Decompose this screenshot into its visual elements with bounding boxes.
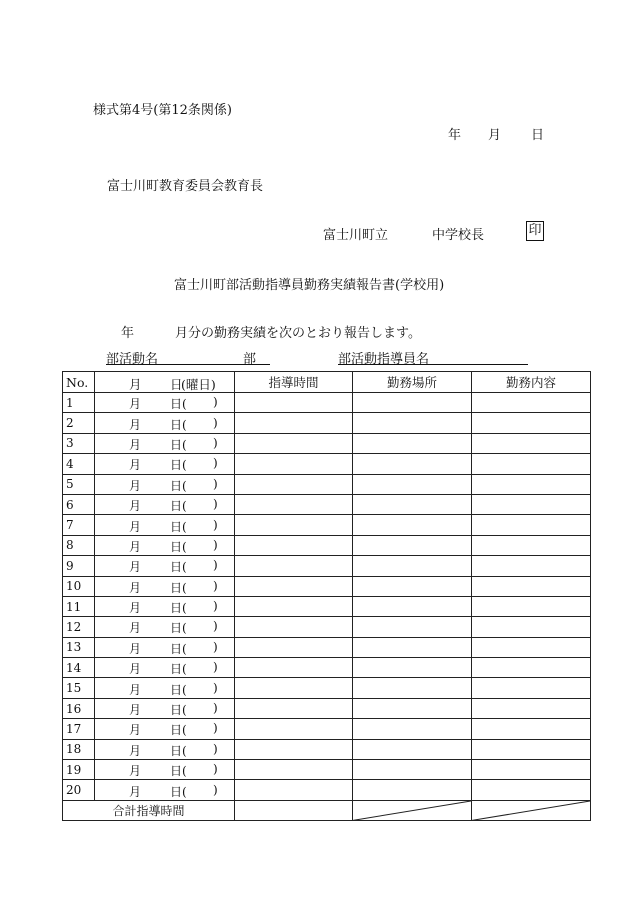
row-content-cell[interactable] bbox=[472, 760, 591, 780]
table-row bbox=[63, 596, 591, 616]
row-date-cell[interactable] bbox=[95, 494, 235, 514]
row-hours-cell[interactable] bbox=[235, 596, 353, 616]
row-number: 13 bbox=[63, 637, 95, 657]
row-place-cell[interactable] bbox=[353, 535, 472, 555]
row-content-cell[interactable] bbox=[472, 617, 591, 637]
row-number: 9 bbox=[63, 556, 95, 576]
row-weekday-close: ) bbox=[213, 701, 218, 716]
row-place-cell[interactable] bbox=[353, 596, 472, 616]
row-content-cell[interactable] bbox=[472, 698, 591, 718]
duty-record-table bbox=[62, 371, 591, 821]
table-row bbox=[63, 474, 591, 494]
table-row bbox=[63, 760, 591, 780]
row-place-cell[interactable] bbox=[353, 617, 472, 637]
table-row bbox=[63, 413, 591, 433]
instructor-name-underline bbox=[338, 364, 528, 365]
row-month-label: 月 bbox=[129, 539, 142, 554]
table-row bbox=[63, 637, 591, 657]
row-day-label: 日( bbox=[170, 743, 187, 758]
total-row bbox=[63, 800, 591, 820]
school-principal: 中学校長 bbox=[432, 228, 485, 243]
table-header-row bbox=[63, 372, 591, 393]
row-hours-cell[interactable] bbox=[235, 535, 353, 555]
report-year: 年 bbox=[121, 326, 135, 341]
row-place-cell[interactable] bbox=[353, 556, 472, 576]
row-place-cell[interactable] bbox=[353, 658, 472, 678]
row-month-label: 月 bbox=[129, 580, 142, 595]
header-no: No. bbox=[63, 372, 95, 393]
row-weekday-close: ) bbox=[213, 395, 218, 410]
row-hours-cell[interactable] bbox=[235, 433, 353, 453]
row-number: 7 bbox=[63, 515, 95, 535]
club-name-label: 部活動名 bbox=[106, 352, 159, 367]
row-day-label: 日( bbox=[170, 478, 187, 493]
row-hours-cell[interactable] bbox=[235, 658, 353, 678]
row-month-label: 月 bbox=[129, 601, 142, 616]
row-month-label: 月 bbox=[129, 417, 142, 432]
row-date-cell[interactable] bbox=[95, 719, 235, 739]
row-place-cell[interactable] bbox=[353, 780, 472, 800]
row-number: 20 bbox=[63, 780, 95, 800]
row-date-cell[interactable] bbox=[95, 658, 235, 678]
row-day-label: 日( bbox=[170, 764, 187, 779]
row-place-cell[interactable] bbox=[353, 698, 472, 718]
row-weekday-close: ) bbox=[213, 599, 218, 614]
header-content: 勤務内容 bbox=[472, 372, 591, 393]
row-weekday-close: ) bbox=[213, 680, 218, 695]
row-content-cell[interactable] bbox=[472, 780, 591, 800]
row-number: 17 bbox=[63, 719, 95, 739]
row-number: 6 bbox=[63, 494, 95, 514]
row-month-label: 月 bbox=[129, 743, 142, 758]
date-month: 月 bbox=[488, 128, 502, 143]
row-weekday-close: ) bbox=[213, 558, 218, 573]
table-row bbox=[63, 556, 591, 576]
row-month-label: 月 bbox=[129, 641, 142, 656]
row-weekday-close: ) bbox=[213, 782, 218, 797]
table-row bbox=[63, 515, 591, 535]
row-hours-cell[interactable] bbox=[235, 474, 353, 494]
row-number: 11 bbox=[63, 596, 95, 616]
row-content-cell[interactable] bbox=[472, 474, 591, 494]
row-content-cell[interactable] bbox=[472, 413, 591, 433]
row-day-label: 日( bbox=[170, 662, 187, 677]
row-number: 12 bbox=[63, 617, 95, 637]
total-place-crossed bbox=[353, 800, 472, 820]
row-month-label: 月 bbox=[129, 662, 142, 677]
club-name-underline bbox=[106, 364, 270, 365]
row-place-cell[interactable] bbox=[353, 576, 472, 596]
row-day-label: 日( bbox=[170, 519, 187, 534]
table-row bbox=[63, 576, 591, 596]
row-content-cell[interactable] bbox=[472, 556, 591, 576]
table-row bbox=[63, 658, 591, 678]
table-row bbox=[63, 719, 591, 739]
row-month-label: 月 bbox=[129, 764, 142, 779]
report-body: 月分の勤務実績を次のとおり報告します。 bbox=[175, 326, 421, 341]
total-hours-cell[interactable] bbox=[235, 800, 353, 820]
row-place-cell[interactable] bbox=[353, 515, 472, 535]
row-date-cell[interactable] bbox=[95, 454, 235, 474]
row-month-label: 月 bbox=[129, 499, 142, 514]
row-hours-cell[interactable] bbox=[235, 698, 353, 718]
row-day-label: 日( bbox=[170, 437, 187, 452]
club-suffix: 部 bbox=[243, 352, 257, 367]
row-number: 4 bbox=[63, 454, 95, 474]
row-weekday-close: ) bbox=[213, 476, 218, 491]
row-content-cell[interactable] bbox=[472, 576, 591, 596]
row-place-cell[interactable] bbox=[353, 637, 472, 657]
row-weekday-close: ) bbox=[213, 537, 218, 552]
row-content-cell[interactable] bbox=[472, 658, 591, 678]
row-day-label: 日( bbox=[170, 560, 187, 575]
school-town: 富士川町立 bbox=[323, 228, 389, 243]
table-row bbox=[63, 780, 591, 800]
row-weekday-close: ) bbox=[213, 578, 218, 593]
row-number: 14 bbox=[63, 658, 95, 678]
header-weekday: (曜日) bbox=[181, 376, 216, 392]
addressee: 富士川町教育委員会教育長 bbox=[107, 179, 264, 194]
row-place-cell[interactable] bbox=[353, 719, 472, 739]
row-hours-cell[interactable] bbox=[235, 760, 353, 780]
row-number: 3 bbox=[63, 433, 95, 453]
row-content-cell[interactable] bbox=[472, 433, 591, 453]
row-date-cell[interactable] bbox=[95, 637, 235, 657]
club-line bbox=[0, 348, 630, 365]
row-date-cell[interactable] bbox=[95, 780, 235, 800]
row-content-cell[interactable] bbox=[472, 678, 591, 698]
table-row bbox=[63, 535, 591, 555]
row-content-cell[interactable] bbox=[472, 494, 591, 514]
row-hours-cell[interactable] bbox=[235, 393, 353, 413]
row-number: 15 bbox=[63, 678, 95, 698]
row-month-label: 月 bbox=[129, 478, 142, 493]
row-weekday-close: ) bbox=[213, 456, 218, 471]
row-place-cell[interactable] bbox=[353, 413, 472, 433]
row-hours-cell[interactable] bbox=[235, 780, 353, 800]
row-month-label: 月 bbox=[129, 682, 142, 697]
row-month-label: 月 bbox=[129, 621, 142, 636]
row-day-label: 日( bbox=[170, 784, 187, 799]
row-weekday-close: ) bbox=[213, 497, 218, 512]
table-row bbox=[63, 454, 591, 474]
table-row bbox=[63, 433, 591, 453]
header-month: 月 bbox=[129, 376, 142, 392]
row-content-cell[interactable] bbox=[472, 596, 591, 616]
row-content-cell[interactable] bbox=[472, 393, 591, 413]
row-day-label: 日( bbox=[170, 601, 187, 616]
row-date-cell[interactable] bbox=[95, 474, 235, 494]
row-weekday-close: ) bbox=[213, 721, 218, 736]
row-month-label: 月 bbox=[129, 437, 142, 452]
row-date-cell[interactable] bbox=[95, 535, 235, 555]
row-content-cell[interactable] bbox=[472, 719, 591, 739]
date-year: 年 bbox=[448, 128, 462, 143]
row-content-cell[interactable] bbox=[472, 454, 591, 474]
row-hours-cell[interactable] bbox=[235, 617, 353, 637]
row-date-cell[interactable] bbox=[95, 433, 235, 453]
seal-box: 印 bbox=[526, 221, 544, 241]
row-number: 10 bbox=[63, 576, 95, 596]
row-number: 16 bbox=[63, 698, 95, 718]
row-hours-cell[interactable] bbox=[235, 454, 353, 474]
row-month-label: 月 bbox=[129, 397, 142, 412]
row-month-label: 月 bbox=[129, 458, 142, 473]
row-weekday-close: ) bbox=[213, 415, 218, 430]
row-place-cell[interactable] bbox=[353, 474, 472, 494]
row-hours-cell[interactable] bbox=[235, 556, 353, 576]
row-weekday-close: ) bbox=[213, 619, 218, 634]
row-content-cell[interactable] bbox=[472, 637, 591, 657]
row-hours-cell[interactable] bbox=[235, 739, 353, 759]
row-weekday-close: ) bbox=[213, 639, 218, 654]
row-day-label: 日( bbox=[170, 682, 187, 697]
row-date-cell[interactable] bbox=[95, 393, 235, 413]
table-row bbox=[63, 617, 591, 637]
row-date-cell[interactable] bbox=[95, 698, 235, 718]
table-row bbox=[63, 678, 591, 698]
row-place-cell[interactable] bbox=[353, 393, 472, 413]
row-day-label: 日( bbox=[170, 458, 187, 473]
row-number: 1 bbox=[63, 393, 95, 413]
row-date-cell[interactable] bbox=[95, 678, 235, 698]
table-row bbox=[63, 393, 591, 413]
row-number: 18 bbox=[63, 739, 95, 759]
row-day-label: 日( bbox=[170, 580, 187, 595]
row-hours-cell[interactable] bbox=[235, 637, 353, 657]
table-body bbox=[63, 393, 591, 821]
header-day: 日 bbox=[170, 376, 183, 392]
header-hours: 指導時間 bbox=[235, 372, 353, 393]
row-date-cell[interactable] bbox=[95, 576, 235, 596]
row-place-cell[interactable] bbox=[353, 433, 472, 453]
row-hours-cell[interactable] bbox=[235, 494, 353, 514]
row-number: 19 bbox=[63, 760, 95, 780]
row-date-cell[interactable] bbox=[95, 760, 235, 780]
header-date bbox=[95, 372, 235, 393]
total-content-crossed bbox=[472, 800, 591, 820]
row-hours-cell[interactable] bbox=[235, 576, 353, 596]
row-number: 5 bbox=[63, 474, 95, 494]
row-weekday-close: ) bbox=[213, 517, 218, 532]
row-number: 2 bbox=[63, 413, 95, 433]
row-place-cell[interactable] bbox=[353, 739, 472, 759]
row-month-label: 月 bbox=[129, 784, 142, 799]
row-hours-cell[interactable] bbox=[235, 719, 353, 739]
row-month-label: 月 bbox=[129, 560, 142, 575]
row-number: 8 bbox=[63, 535, 95, 555]
total-label: 合計指導時間 bbox=[63, 800, 235, 820]
row-month-label: 月 bbox=[129, 703, 142, 718]
row-content-cell[interactable] bbox=[472, 739, 591, 759]
table-row bbox=[63, 739, 591, 759]
instructor-name-label: 部活動指導員名 bbox=[338, 352, 430, 367]
row-day-label: 日( bbox=[170, 417, 187, 432]
row-place-cell[interactable] bbox=[353, 678, 472, 698]
date-day: 日 bbox=[531, 128, 545, 143]
row-content-cell[interactable] bbox=[472, 535, 591, 555]
row-day-label: 日( bbox=[170, 621, 187, 636]
header-place: 勤務場所 bbox=[353, 372, 472, 393]
row-hours-cell[interactable] bbox=[235, 413, 353, 433]
row-place-cell[interactable] bbox=[353, 454, 472, 474]
row-day-label: 日( bbox=[170, 539, 187, 554]
row-day-label: 日( bbox=[170, 397, 187, 412]
table-row bbox=[63, 698, 591, 718]
row-hours-cell[interactable] bbox=[235, 678, 353, 698]
document-title: 富士川町部活動指導員勤務実績報告書(学校用) bbox=[174, 278, 445, 293]
row-place-cell[interactable] bbox=[353, 760, 472, 780]
row-weekday-close: ) bbox=[213, 435, 218, 450]
row-date-cell[interactable] bbox=[95, 739, 235, 759]
form-number: 様式第4号(第12条関係) bbox=[93, 103, 232, 118]
table-row bbox=[63, 494, 591, 514]
row-date-cell[interactable] bbox=[95, 596, 235, 616]
row-weekday-close: ) bbox=[213, 762, 218, 777]
row-day-label: 日( bbox=[170, 723, 187, 738]
row-date-cell[interactable] bbox=[95, 515, 235, 535]
row-hours-cell[interactable] bbox=[235, 515, 353, 535]
row-day-label: 日( bbox=[170, 703, 187, 718]
row-date-cell[interactable] bbox=[95, 617, 235, 637]
row-day-label: 日( bbox=[170, 499, 187, 514]
row-content-cell[interactable] bbox=[472, 515, 591, 535]
row-date-cell[interactable] bbox=[95, 556, 235, 576]
row-day-label: 日( bbox=[170, 641, 187, 656]
row-place-cell[interactable] bbox=[353, 494, 472, 514]
row-month-label: 月 bbox=[129, 519, 142, 534]
row-date-cell[interactable] bbox=[95, 413, 235, 433]
row-weekday-close: ) bbox=[213, 741, 218, 756]
row-weekday-close: ) bbox=[213, 660, 218, 675]
row-month-label: 月 bbox=[129, 723, 142, 738]
